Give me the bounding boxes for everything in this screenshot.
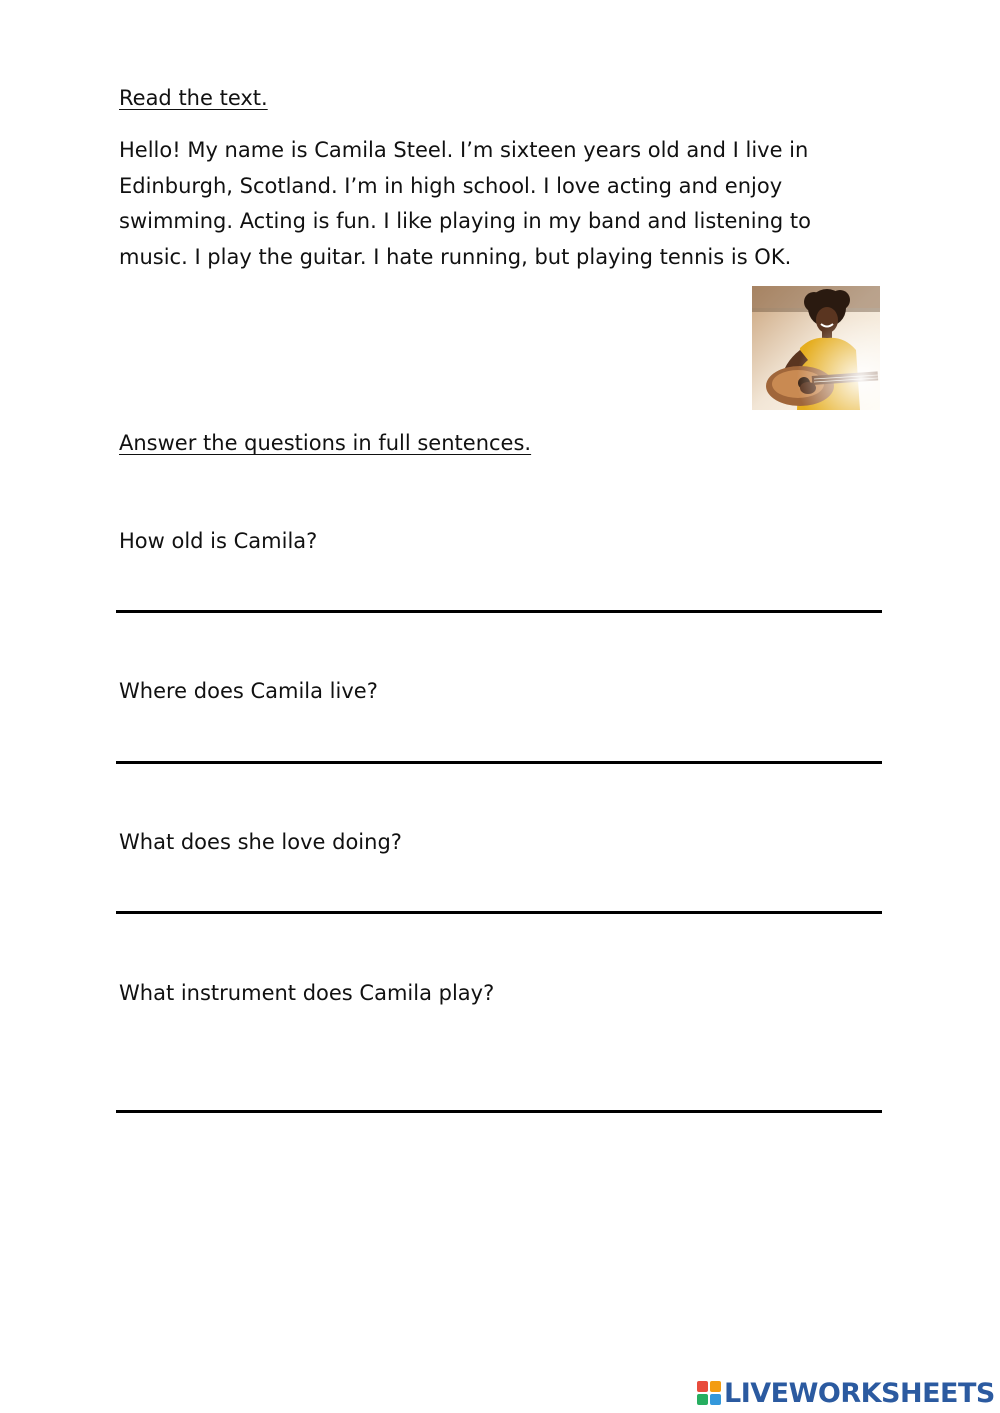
question-2: Where does Camila live? bbox=[119, 679, 378, 703]
answer-field-4[interactable] bbox=[116, 1110, 882, 1113]
liveworksheets-logo-icon bbox=[697, 1381, 721, 1405]
read-heading: Read the text. bbox=[119, 86, 268, 110]
answer-heading: Answer the questions in full sentences. bbox=[119, 431, 532, 455]
reading-passage bbox=[119, 133, 859, 275]
answer-field-3[interactable] bbox=[116, 911, 882, 914]
liveworksheets-logo bbox=[697, 1378, 995, 1408]
logo-text: LIVEWORKSHEETS bbox=[724, 1377, 995, 1409]
answer-field-1[interactable] bbox=[116, 610, 882, 613]
question-1: How old is Camila? bbox=[119, 529, 318, 553]
passage-line: swimming. Acting is fun. I like playing in my band and listening to bbox=[119, 209, 811, 233]
passage-line: Edinburgh, Scotland. I’m in high school. I love acting and enjoy bbox=[119, 173, 783, 198]
girl-with-guitar-photo bbox=[752, 286, 880, 410]
answer-field-2[interactable] bbox=[116, 761, 882, 764]
passage-line: Hello! My name is Camila Steel. I’m sixteen years old and I live in bbox=[119, 138, 809, 162]
passage-line: music. I play the guitar. I hate running, but playing tennis is OK. bbox=[119, 244, 792, 269]
question-3: What does she love doing? bbox=[119, 830, 402, 854]
question-4: What instrument does Camila play? bbox=[119, 981, 495, 1005]
